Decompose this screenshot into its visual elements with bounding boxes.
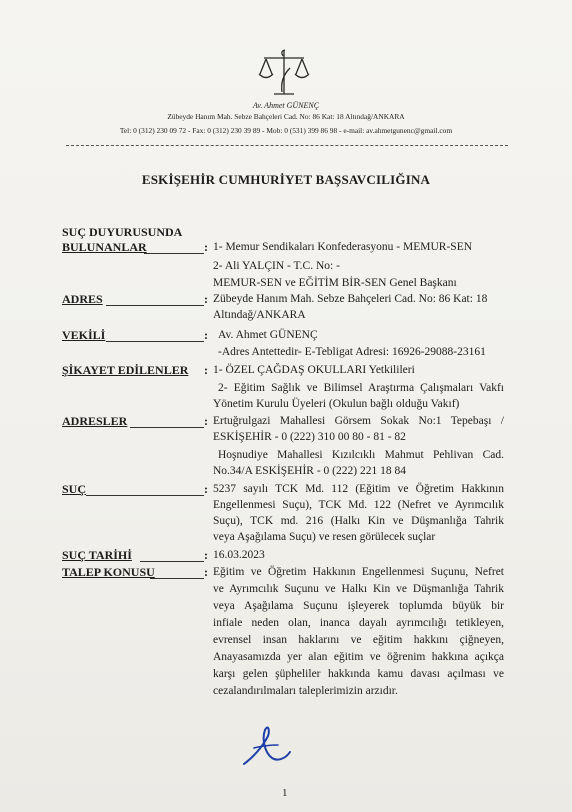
request-label: TALEP KONUSU bbox=[62, 565, 155, 579]
request-line-7: karşı gelen şüpheliler hakkında kamu davası açılması ve bbox=[213, 668, 504, 680]
address-line-1: Zübeyde Hanım Mah. Sebze Bahçeleri Cad. No: 86 Kat: 18 bbox=[213, 293, 488, 305]
request-line-3: veya Aşağılama Suçunu işleyerek toplumda büyük bir bbox=[213, 600, 504, 612]
colon: : bbox=[204, 414, 208, 428]
label-fill-line bbox=[86, 495, 204, 496]
complainant-2: 2- Ali YALÇIN - T.C. No: - bbox=[213, 260, 340, 272]
crime-line-1: 5237 sayılı TCK Md. 112 (Eğitim ve Öğretim Hakkının bbox=[213, 483, 504, 495]
lawyer-name: Av. Ahmet GÜNENÇ bbox=[252, 101, 320, 110]
accused-address-1a: Ertuğrulgazi Mahallesi Görsem Sokak No:1 Tepebaşı / bbox=[213, 415, 504, 427]
address-line-2: Altındağ/ANKARA bbox=[213, 309, 306, 321]
request-line-5: evrensel insan haklarını ve eğitim hakkını çiğneyen, bbox=[213, 634, 504, 646]
colon: : bbox=[204, 363, 208, 377]
colon: : bbox=[204, 328, 208, 342]
label-fill-line bbox=[150, 578, 204, 579]
attorney-name: Av. Ahmet GÜNENÇ bbox=[218, 329, 318, 341]
crime-label: SUÇ bbox=[62, 482, 87, 496]
signature bbox=[238, 718, 298, 770]
colon: : bbox=[204, 482, 208, 496]
complainant-2-title: MEMUR-SEN ve EĞİTİM BİR-SEN Genel Başkanı bbox=[213, 277, 457, 289]
letterhead-contact: Tel: 0 (312) 230 09 72 - Fax: 0 (312) 230 39 89 - Mob: 0 (531) 399 86 98 - e-mail: av.ahmetgunenc@gmail.com bbox=[119, 126, 453, 135]
document-title: ESKİŞEHİR CUMHURİYET BAŞSAVCILIĞINA bbox=[141, 172, 431, 187]
label-fill-line bbox=[106, 341, 204, 342]
crime-date-value: 16.03.2023 bbox=[213, 549, 265, 561]
accused-label: ŞİKAYET EDİLENLER bbox=[62, 363, 189, 377]
crime-line-4: veya Aşağılama Suçu) ve resen görülecek suçlar bbox=[213, 531, 436, 543]
label-fill-line bbox=[130, 427, 204, 428]
colon: : bbox=[204, 240, 208, 254]
address-label: ADRES bbox=[62, 292, 103, 306]
label-fill-line bbox=[140, 561, 204, 562]
addresses-label: ADRESLER bbox=[62, 414, 128, 428]
crime-date-label: SUÇ TARİHİ bbox=[62, 548, 132, 562]
crime-line-3: Suçu), TCK md. 216 (Halkı Kin ve Düşmanlığa Tahrik bbox=[213, 515, 504, 527]
crime-line-2: Engellenmesi Suçu), TCK Md. 122 (Nefret ve Ayrımcılık bbox=[213, 499, 504, 511]
attorney-label: VEKİLİ bbox=[62, 328, 106, 342]
accused-2-detail: Yönetim Kurulu Üyeleri (Okulun bağlı olduğu Vakıf) bbox=[213, 398, 460, 410]
request-line-8: cezalandırılmaları taleplerimizin arzıdır. bbox=[213, 685, 398, 697]
header-divider bbox=[66, 145, 508, 146]
colon: : bbox=[204, 548, 208, 562]
complainants-label-line1: SUÇ DUYURUSUNDA bbox=[62, 225, 183, 239]
request-line-4: infiale neden olan, inanca dayalı ayrımcılığı tetikleyen, bbox=[213, 617, 504, 629]
request-line-2: ve Ayrımcılık Suçunu ve Halkı Kin ve Düşmanlığa Tahrik bbox=[213, 583, 504, 595]
complainants-label-line2: BULUNANLAR bbox=[62, 240, 147, 254]
page-number: 1 bbox=[282, 787, 288, 799]
accused-2: 2- Eğitim Sağlık ve Bilimsel Araştırma Çalışmaları Vakfı bbox=[218, 382, 504, 394]
accused-address-1b: ESKİŞEHİR - 0 (222) 310 00 80 - 81 - 82 bbox=[213, 431, 406, 443]
attorney-address: -Adres Antettedir- E-Tebligat Adresi: 16926-29088-23161 bbox=[218, 346, 486, 358]
accused-address-2b: No.34/A ESKİŞEHİR - 0 (222) 221 18 84 bbox=[213, 465, 406, 477]
label-fill-line bbox=[106, 305, 204, 306]
accused-address-2a: Hoşnudiye Mahallesi Kızılcıklı Mahmut Pehlivan Cad. bbox=[218, 449, 504, 461]
colon: : bbox=[204, 565, 208, 579]
label-fill-line bbox=[144, 253, 204, 254]
colon: : bbox=[204, 292, 208, 306]
scales-of-justice-logo bbox=[256, 46, 312, 100]
request-line-6: Anayasamızda yer alan eğitim ve öğrenim hakkına açıkça bbox=[213, 651, 504, 663]
letterhead-address: Zübeyde Hanım Mah. Sebze Bahçeleri Cad. No: 86 Kat: 18 Altındağ/ANKARA bbox=[167, 112, 405, 121]
accused-1: 1- ÖZEL ÇAĞDAŞ OKULLARI Yetkilileri bbox=[213, 364, 415, 376]
complainant-1: 1- Memur Sendikaları Konfederasyonu - MEMUR-SEN bbox=[213, 241, 473, 253]
request-line-1: Eğitim ve Öğretim Hakkının Engellenmesi Suçunu, Nefret bbox=[213, 566, 504, 578]
